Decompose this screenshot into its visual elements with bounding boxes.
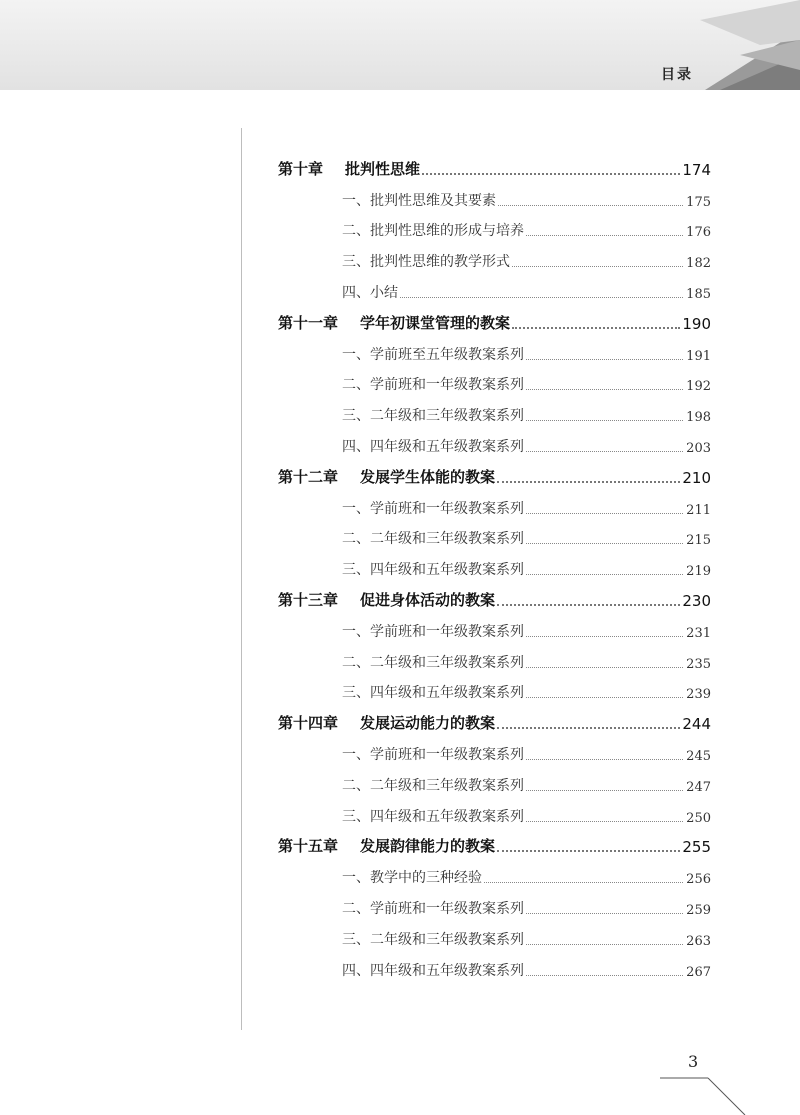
- toc-page-number: 176: [686, 225, 711, 241]
- toc-section-row[interactable]: [278, 795, 711, 826]
- left-vertical-rule: [241, 128, 242, 1030]
- toc-chapter-row[interactable]: [278, 456, 711, 487]
- toc-section-title: 一、学前班和一年级教案系列: [342, 623, 524, 640]
- toc-page-number: 174: [682, 160, 711, 179]
- toc-page-number: 235: [686, 656, 711, 672]
- toc-section-row[interactable]: [278, 548, 711, 579]
- footer-decoration: [660, 1070, 800, 1115]
- toc-section-title: 二、批判性思维的形成与培养: [342, 223, 524, 240]
- toc-section-title: 二、学前班和一年级教案系列: [342, 377, 524, 394]
- toc-section-row[interactable]: [278, 641, 711, 672]
- toc-chapter-title: 学年初课堂管理的教案: [360, 313, 511, 332]
- toc-page-number: 210: [682, 468, 711, 487]
- toc-dot-leader: [526, 388, 683, 390]
- toc-page-number: 239: [686, 687, 711, 703]
- toc-section-row[interactable]: [278, 733, 711, 764]
- toc-dot-leader: [526, 789, 683, 791]
- toc-section-row[interactable]: [278, 179, 711, 210]
- toc-dot-leader: [526, 234, 683, 236]
- toc-section-title: 二、二年级和三年级教案系列: [342, 531, 524, 548]
- page-number: 3: [688, 1052, 699, 1071]
- toc-page-number: 182: [686, 256, 711, 272]
- toc-section-title: 三、二年级和三年级教案系列: [342, 931, 524, 948]
- toc-dot-leader: [526, 542, 683, 544]
- toc-dot-leader: [526, 820, 683, 822]
- toc-chapter-number: 第十一章: [278, 313, 339, 332]
- toc-chapter-title: 促进身体活动的教案: [360, 590, 496, 609]
- toc-section-row[interactable]: [278, 210, 711, 241]
- toc-dot-leader: [497, 849, 680, 852]
- toc-dot-leader: [526, 358, 683, 360]
- toc-dot-leader: [526, 512, 683, 514]
- toc-section-title: 四、四年级和五年级教案系列: [342, 962, 524, 979]
- toc-section-title: 二、二年级和三年级教案系列: [342, 777, 524, 794]
- toc-page-number: 219: [686, 564, 711, 580]
- toc-dot-leader: [512, 326, 680, 329]
- toc-section-title: 三、四年级和五年级教案系列: [342, 808, 524, 825]
- toc-page-number: 215: [686, 533, 711, 549]
- toc-dot-leader: [422, 172, 680, 175]
- toc-chapter-row[interactable]: [278, 579, 711, 610]
- toc-chapter-row[interactable]: [278, 302, 711, 333]
- toc-dot-leader: [400, 296, 683, 298]
- toc-section-title: 四、小结: [342, 284, 398, 301]
- toc-section-title: 一、学前班至五年级教案系列: [342, 346, 524, 363]
- toc-section-row[interactable]: [278, 764, 711, 795]
- toc-section-row[interactable]: [278, 887, 711, 918]
- toc-section-title: 四、四年级和五年级教案系列: [342, 438, 524, 455]
- toc-dot-leader: [526, 450, 683, 452]
- toc-dot-leader: [526, 419, 683, 421]
- toc-dot-leader: [526, 696, 683, 698]
- toc-page-number: 231: [686, 625, 711, 641]
- toc-page-number: 198: [686, 410, 711, 426]
- toc-section-title: 二、二年级和三年级教案系列: [342, 654, 524, 671]
- toc-section-row[interactable]: [278, 394, 711, 425]
- toc-page-number: 230: [682, 591, 711, 610]
- toc-chapter-number: 第十章: [278, 159, 324, 178]
- toc-chapter-row[interactable]: [278, 826, 711, 857]
- toc-dot-leader: [526, 666, 683, 668]
- toc-chapter-number: 第十五章: [278, 837, 339, 856]
- toc-chapter-title: 批判性思维: [345, 159, 421, 178]
- toc-page-number: 259: [686, 902, 711, 918]
- table-of-contents: [278, 148, 711, 980]
- toc-section-title: 一、学前班和一年级教案系列: [342, 746, 524, 763]
- toc-dot-leader: [497, 480, 680, 483]
- toc-dot-leader: [497, 603, 680, 606]
- toc-dot-leader: [484, 881, 683, 883]
- toc-section-row[interactable]: [278, 672, 711, 703]
- toc-page-number: 203: [686, 440, 711, 456]
- toc-page-number: 244: [682, 715, 711, 734]
- toc-dot-leader: [526, 974, 683, 976]
- toc-dot-leader: [526, 635, 683, 637]
- toc-section-row[interactable]: [278, 610, 711, 641]
- toc-page-number: 175: [686, 194, 711, 210]
- toc-page-number: 255: [682, 838, 711, 857]
- toc-section-row[interactable]: [278, 856, 711, 887]
- toc-section-title: 一、学前班和一年级教案系列: [342, 500, 524, 517]
- page-header-title: 目录: [661, 67, 693, 83]
- toc-section-row[interactable]: [278, 271, 711, 302]
- toc-page-number: 191: [686, 348, 711, 364]
- toc-section-row[interactable]: [278, 364, 711, 395]
- toc-section-row[interactable]: [278, 918, 711, 949]
- toc-dot-leader: [526, 912, 683, 914]
- toc-page-number: 250: [686, 810, 711, 826]
- toc-dot-leader: [512, 265, 683, 267]
- toc-section-row[interactable]: [278, 949, 711, 980]
- toc-section-row[interactable]: [278, 333, 711, 364]
- toc-chapter-title: 发展韵律能力的教案: [360, 837, 496, 856]
- toc-page-number: 185: [686, 286, 711, 302]
- toc-section-row[interactable]: [278, 487, 711, 518]
- toc-section-title: 一、教学中的三种经验: [342, 870, 482, 887]
- toc-dot-leader: [526, 758, 683, 760]
- toc-section-row[interactable]: [278, 425, 711, 456]
- toc-section-title: 一、批判性思维及其要素: [342, 192, 496, 209]
- toc-section-row[interactable]: [278, 518, 711, 549]
- toc-chapter-number: 第十四章: [278, 714, 339, 733]
- toc-page-number: 256: [686, 872, 711, 888]
- toc-page-number: 247: [686, 779, 711, 795]
- toc-page-number: 245: [686, 748, 711, 764]
- toc-dot-leader: [526, 573, 683, 575]
- toc-chapter-row[interactable]: [278, 702, 711, 733]
- toc-page-number: 190: [682, 314, 711, 333]
- toc-chapter-title: 发展运动能力的教案: [360, 714, 496, 733]
- toc-section-row[interactable]: [278, 240, 711, 271]
- toc-page-number: 263: [686, 933, 711, 949]
- toc-section-title: 三、四年级和五年级教案系列: [342, 685, 524, 702]
- toc-section-title: 三、四年级和五年级教案系列: [342, 562, 524, 579]
- toc-chapter-number: 第十三章: [278, 590, 339, 609]
- toc-dot-leader: [526, 943, 683, 945]
- toc-dot-leader: [498, 204, 683, 206]
- toc-page-number: 211: [686, 502, 711, 518]
- toc-page-number: 192: [686, 379, 711, 395]
- toc-chapter-number: 第十二章: [278, 467, 339, 486]
- toc-chapter-title: 发展学生体能的教案: [360, 467, 496, 486]
- toc-page-number: 267: [686, 964, 711, 980]
- toc-dot-leader: [497, 726, 680, 729]
- toc-chapter-row[interactable]: [278, 148, 711, 179]
- toc-section-title: 二、学前班和一年级教案系列: [342, 900, 524, 917]
- toc-section-title: 三、二年级和三年级教案系列: [342, 408, 524, 425]
- toc-section-title: 三、批判性思维的教学形式: [342, 254, 510, 271]
